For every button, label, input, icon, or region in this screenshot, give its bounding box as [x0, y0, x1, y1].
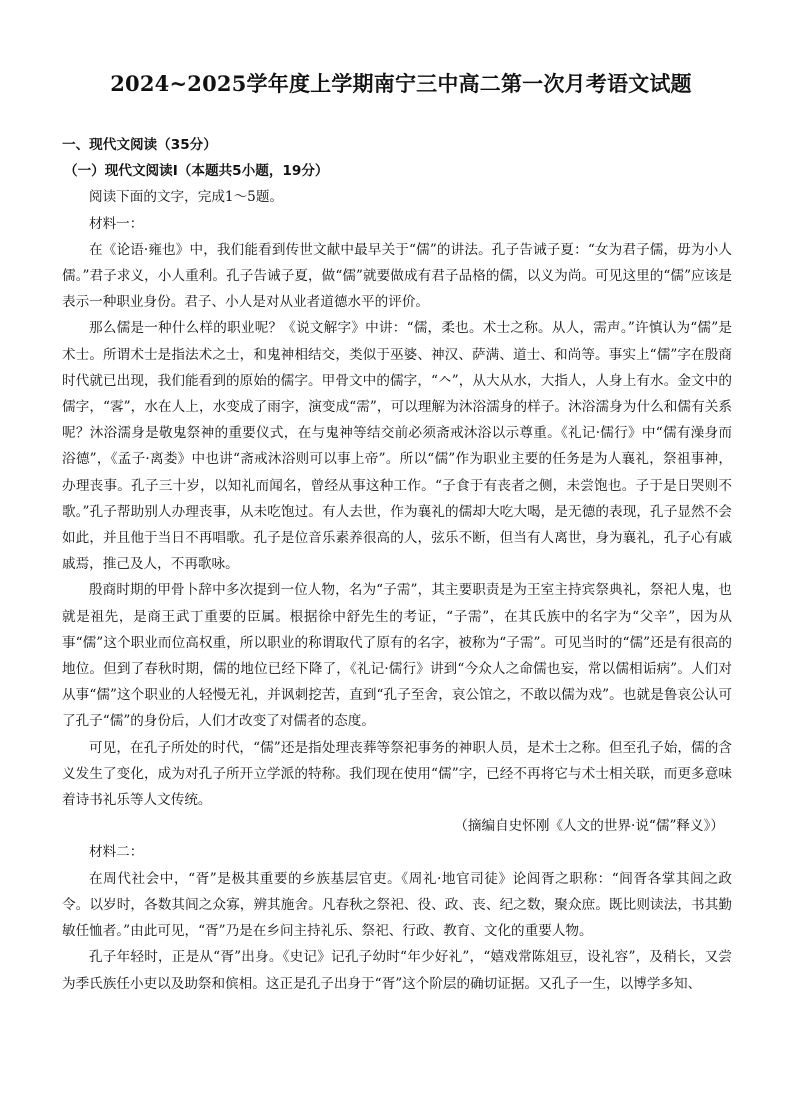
- reading-instruction: 阅读下面的文字，完成1～5题。: [89, 189, 284, 206]
- exam-content: [62, 132, 732, 997]
- material-one-label: 材料一：: [89, 215, 144, 232]
- paragraph: 在《论语·雍也》中，我们能看到传世文献中最早关于“儒”的讲法。孔子告诫子夏：“女为君子儒，毋为小人儒。”君子求义，小人重利。孔子告诫子夏，做“儒”就要做成有君子品格的儒，以义为尚。可见这里的“儒”应该是表示一种职业身份。君子、小人是对从业者道德水平的评价。: [62, 241, 732, 311]
- paragraph: 可见，在孔子所处的时代，“儒”还是指处理丧葬等祭祀事务的神职人员，是术士之称。但至孔子始，儒的含义发生了变化，成为对孔子所开立学派的特称。我们现在使用“儒”字，已经不再将它与术士相关联，而更多意味着诗书礼乐等人文传统。: [62, 739, 732, 809]
- material-one-source: （摘编自史怀刚《人文的世界·说“儒”释义》）: [454, 818, 724, 835]
- paragraph: 在周代社会中，“胥”是极其重要的乡族基层官吏。《周礼·地官司徒》论闾胥之职称：“闾胥各掌其闾之政令。以岁时，各数其闾之众寡，辨其施舍。凡春秋之祭祀、役、政、丧、纪之数，聚众庶。既比则读法，书其勤敏任恤者。”由此可见，“胥”乃是在乡问主持礼乐、祭祀、行政、教育、文化的重要人物。: [62, 870, 732, 940]
- paragraph: 殷商时期的甲骨卜辞中多次提到一位人物，名为“子需”，其主要职责是为王室主持宾祭典礼，祭祀人鬼，也就是祖先，是商王武丁重要的臣属。根据徐中舒先生的考证，“子需”，在其氏族中的名字为“父辛”，因为从事“儒”这个职业而位高权重，所以职业的称谓取代了原有的名字，被称为“子需”。可见当时的“儒”还是有很高的地位。但到了春秋时期，儒的地位已经下降了，《礼记·儒行》讲到“今众人之命儒也妄，常以儒相诟病”。人们对从事“儒”这个职业的人轻慢无礼，并讽刺挖苦，直到“孔子至舍，哀公馆之，不敢以儒为戏”。也就是鲁哀公认可了孔子“儒”的身份后，人们才改变了对儒者的态度。: [62, 582, 732, 730]
- page-title: 2024~2025学年度上学期南宁三中高二第一次月考语文试题: [110, 71, 692, 96]
- paragraph: 孔子年轻时，正是从“胥”出身。《史记》记孔子幼时“年少好礼”，“嬉戏常陈俎豆，设礼容”，及稍长，又尝为季氏族任小吏以及助祭和傧相。这正是孔子出身于“胥”这个阶层的确切证据。又孔子一生，以博学多知、: [62, 949, 732, 992]
- section-heading: 一、现代文阅读（35分）: [62, 137, 217, 153]
- paragraph: 那么儒是一种什么样的职业呢？《说文解字》中讲：“儒，柔也。术士之称。从人，需声。”许慎认为“儒”是术士。所谓术士是指法术之士，和鬼神相结交，类似于巫婆、神汉、萨满、道士、和尚等。事实上“儒”字在殷商时代就已出现，我们能看到的原始的儒字。甲骨文中的儒字，“𠆢”，从大从水，大指人，人身上有水。金文中的儒字，“𩂣”，水在人上，水变成了雨字，演变成“需”，可以理解为沐浴濡身的样子。沐浴濡身为什么和儒有关系呢？沐浴濡身是敬鬼祭神的重要仪式，在与鬼神等结交前必须斋戒沐浴以示尊重。《礼记·儒行》中“儒有澡身而浴德”，《孟子·离娄》中也讲“斋戒沐浴则可以事上帝”。所以“儒”作为职业主要的任务是为人襄礼，祭祖事神，办理丧事。孔子三十岁，以知礼而闻名，曾经从事这种工作。“子食于有丧者之侧，未尝饱也。子于是日哭则不歌。”孔子帮助别人办理丧事，从未吃饱过。有人去世，作为襄礼的儒却大吃大喝，是无德的表现，孔子显然不会如此，并且他于当日不再唱歌。孔子是位音乐素养很高的人，弦乐不断，但当有人离世，身为襄礼，孔子心有戚戚焉，推己及人，不再歌咏。: [62, 320, 732, 573]
- subsection-heading: （一）现代文阅读Ⅰ（本题共5小题，19分）: [64, 163, 329, 180]
- material-two-label: 材料二：: [89, 844, 144, 861]
